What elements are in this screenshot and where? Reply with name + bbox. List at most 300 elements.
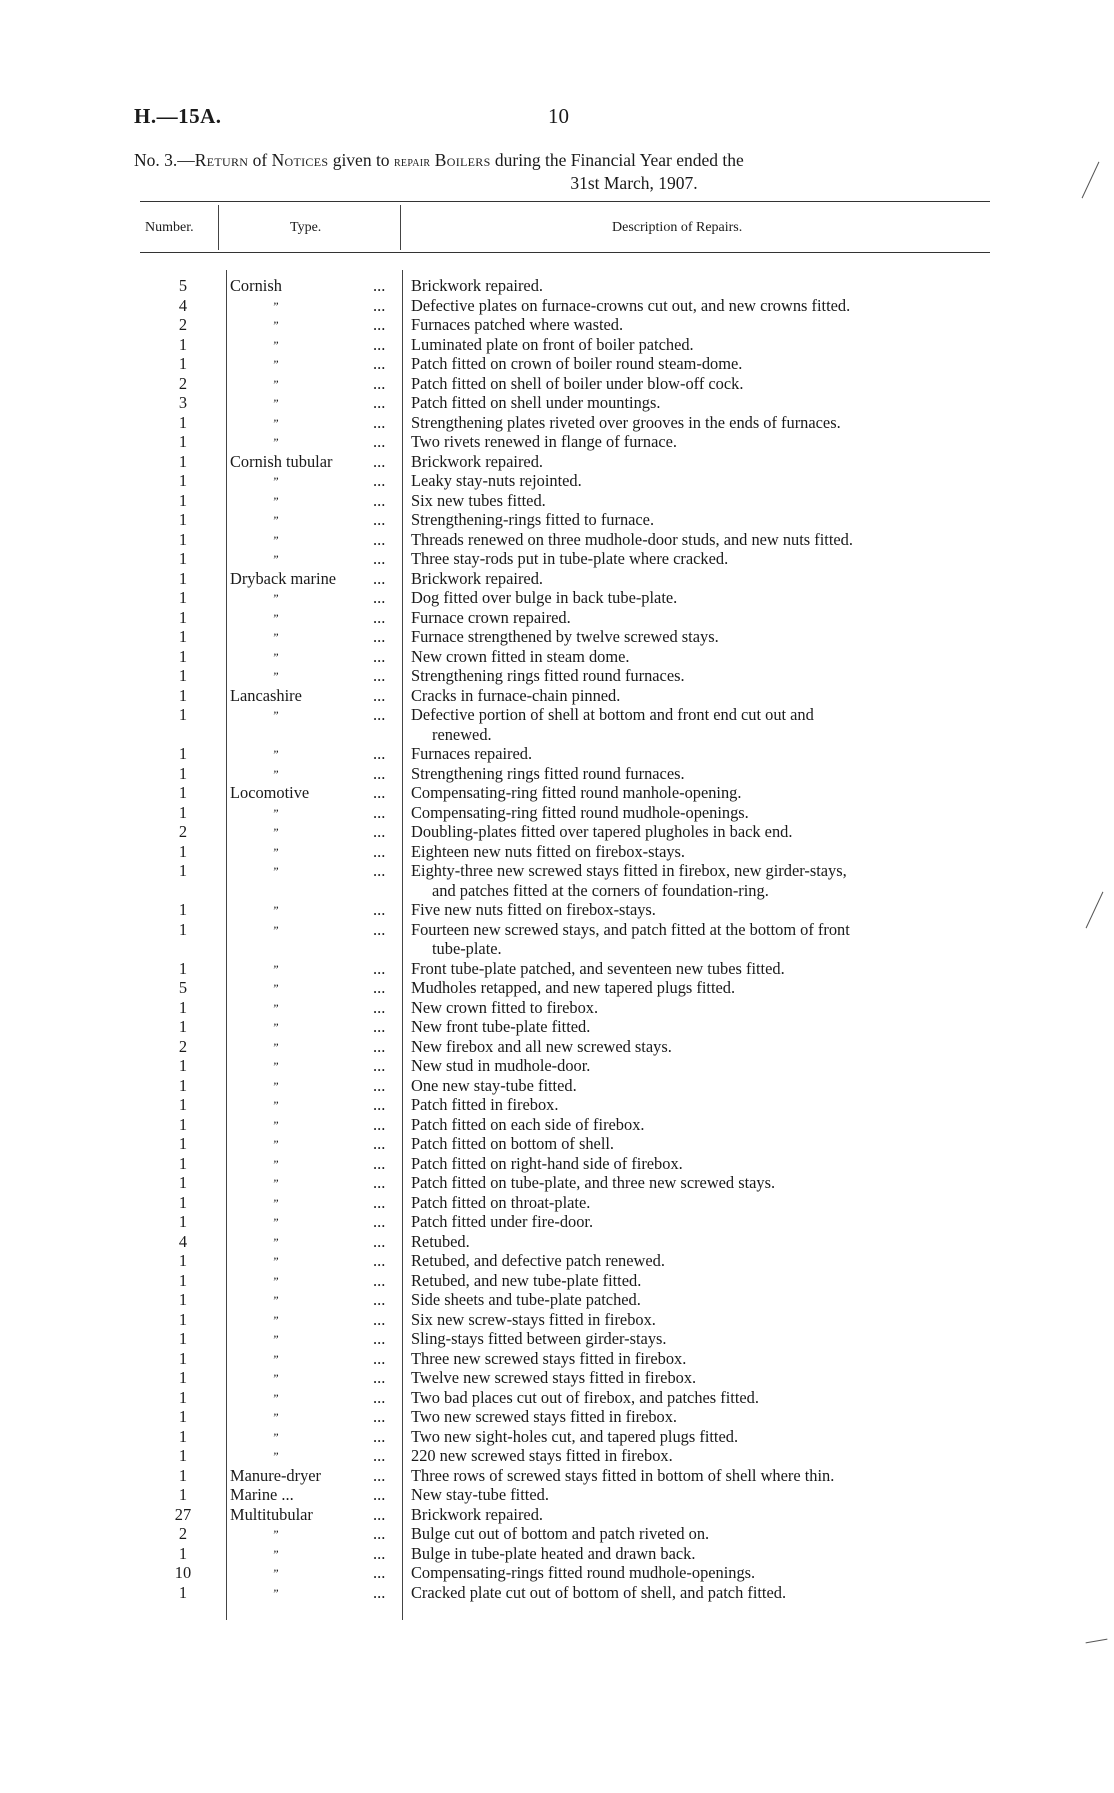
row-type-ditto: ” [272, 1117, 279, 1132]
row-leader-dots: ... [373, 1075, 386, 1095]
table-top-rule [140, 201, 990, 202]
row-number: 1 [178, 1446, 188, 1465]
table-row-continuation [0, 725, 1114, 745]
table-row [0, 1271, 1114, 1291]
row-number: 1 [178, 900, 188, 919]
table-row [0, 1407, 1114, 1427]
row-leader-dots: ... [373, 1446, 386, 1465]
row-leader-dots: ... [373, 685, 386, 705]
row-leader-dots: ... [373, 1056, 386, 1075]
table-row [0, 1056, 1114, 1076]
table-row [0, 803, 1114, 823]
row-type: Marine ... [230, 1485, 294, 1504]
row-type-ditto: ” [272, 1078, 279, 1093]
table-row [0, 1368, 1114, 1388]
table-row [0, 822, 1114, 842]
row-leader-dots: ... [373, 1114, 386, 1134]
row-type-ditto: ” [272, 357, 279, 371]
row-type: Manure-dryer [230, 1465, 322, 1485]
row-leader-dots: ... [373, 1407, 386, 1426]
row-description: Retubed, and new tube-plate fitted. [411, 1270, 642, 1290]
row-type: Lancashire [230, 685, 302, 705]
row-leader-dots: ... [373, 978, 386, 997]
row-type-ditto: ” [272, 1020, 279, 1034]
row-number: 1 [178, 685, 188, 705]
row-description: Strengthening plates riveted over grooves in the ends of furnaces. [411, 412, 841, 432]
header-column-divider-1 [218, 205, 219, 250]
row-leader-dots: ... [373, 1504, 386, 1524]
row-description: Patch fitted on crown of boiler round steam-dome. [411, 354, 743, 373]
row-leader-dots: ... [373, 841, 386, 861]
table-row [0, 920, 1114, 940]
table-row [0, 296, 1114, 316]
row-type-ditto: ” [272, 766, 279, 781]
row-number: 1 [178, 997, 188, 1017]
title-prefix: No. 3.— [134, 150, 195, 170]
table-row [0, 842, 1114, 862]
table-row [0, 1544, 1114, 1564]
row-description: Defective portion of shell at bottom and front end cut out and [411, 705, 814, 724]
table-row [0, 1037, 1114, 1057]
table-row [0, 413, 1114, 433]
row-leader-dots: ... [373, 627, 386, 646]
row-leader-dots: ... [373, 1348, 386, 1368]
row-leader-dots: ... [373, 1270, 386, 1290]
row-description: Two rivets renewed in flange of furnace. [411, 432, 677, 451]
table-row [0, 1310, 1114, 1330]
row-description: Fourteen new screwed stays, and patch fitted at the bottom of front [411, 919, 850, 939]
row-number: 1 [178, 1095, 188, 1114]
row-type-ditto: ” [272, 1039, 279, 1054]
table-row [0, 1505, 1114, 1525]
table-row [0, 1563, 1114, 1583]
row-description: Retubed, and defective patch renewed. [411, 1251, 665, 1270]
row-leader-dots: ... [373, 997, 386, 1017]
row-number: 1 [178, 1368, 188, 1387]
row-leader-dots: ... [373, 412, 386, 432]
row-leader-dots: ... [373, 705, 386, 724]
row-type-ditto: ” [272, 1176, 279, 1190]
row-number: 1 [178, 1426, 188, 1446]
header-column-divider-2 [400, 205, 401, 250]
row-description: Dog fitted over bulge in back tube-plate. [411, 588, 678, 607]
row-type-ditto: ” [272, 1254, 279, 1268]
row-number: 1 [178, 1329, 188, 1348]
row-number: 1 [178, 510, 188, 529]
row-description: Patch fitted on bottom of shell. [411, 1134, 615, 1153]
table-row [0, 1583, 1114, 1603]
row-number: 1 [178, 1543, 188, 1563]
row-number: 1 [178, 1153, 188, 1173]
row-leader-dots: ... [373, 295, 386, 315]
margin-mark [1082, 162, 1100, 199]
row-type-ditto: ” [272, 1371, 279, 1385]
row-type-ditto: ” [272, 591, 279, 605]
table-row [0, 1134, 1114, 1154]
row-description: Patch fitted on right-hand side of firebox. [411, 1153, 683, 1173]
table-row [0, 1427, 1114, 1447]
row-type-ditto: ” [272, 825, 279, 839]
row-number: 1 [178, 1270, 188, 1290]
row-number: 1 [178, 763, 188, 783]
row-description: New stay-tube fitted. [411, 1485, 549, 1504]
table-row [0, 744, 1114, 764]
table-row [0, 1524, 1114, 1544]
row-leader-dots: ... [373, 568, 386, 588]
row-leader-dots: ... [373, 451, 386, 471]
row-type-ditto: ” [272, 1000, 279, 1015]
row-number: 2 [178, 315, 188, 334]
row-description: Mudholes retapped, and new tapered plugs fitted. [411, 978, 736, 997]
row-number: 1 [178, 802, 188, 822]
row-leader-dots: ... [373, 822, 386, 841]
table-row-continuation [0, 881, 1114, 901]
row-description: Patch fitted on each side of firebox. [411, 1114, 645, 1134]
row-type-ditto: ” [272, 747, 279, 761]
row-description: Three rows of screwed stays fitted in bottom of shell where thin. [411, 1465, 835, 1485]
row-leader-dots: ... [373, 549, 386, 568]
row-description: Eighteen new nuts fitted on firebox-stays. [411, 841, 686, 861]
row-leader-dots: ... [373, 1309, 386, 1329]
row-number: 1 [178, 1485, 188, 1504]
row-type-ditto: ” [272, 1429, 279, 1444]
row-description: Five new nuts fitted on firebox-stays. [411, 900, 656, 919]
row-leader-dots: ... [373, 1524, 386, 1543]
row-description: Eighty-three new screwed stays fitted in firebox, new girder-stays, [411, 861, 847, 880]
title-boilers-word: Boilers [434, 150, 491, 170]
title-of-word: of [252, 150, 268, 170]
row-leader-dots: ... [373, 1095, 386, 1114]
table-row [0, 354, 1114, 374]
row-description: Two bad places cut out of firebox, and patches fitted. [411, 1387, 759, 1407]
row-number: 1 [178, 451, 188, 471]
row-description: Compensating-ring fitted round manhole-opening. [411, 783, 742, 802]
row-type: Dryback marine [230, 568, 337, 588]
table-row [0, 608, 1114, 628]
row-type-ditto: ” [272, 513, 279, 527]
row-leader-dots: ... [373, 1387, 386, 1407]
row-leader-dots: ... [373, 1543, 386, 1563]
row-number: 1 [178, 705, 188, 724]
table-row [0, 1485, 1114, 1505]
table-row [0, 998, 1114, 1018]
row-type-ditto: ” [272, 844, 279, 859]
table-row [0, 627, 1114, 647]
row-number: 2 [178, 822, 188, 841]
row-description: Two new screwed stays fitted in firebox. [411, 1407, 678, 1426]
row-description: Strengthening-rings fitted to furnace. [411, 510, 655, 529]
row-type-ditto: ” [272, 376, 279, 391]
row-description: Six new tubes fitted. [411, 490, 546, 510]
row-type-ditto: ” [272, 298, 279, 313]
row-type-ditto: ” [272, 669, 279, 683]
row-leader-dots: ... [373, 1192, 386, 1212]
row-number: 1 [178, 568, 188, 588]
row-leader-dots: ... [373, 1368, 386, 1387]
table-row [0, 530, 1114, 550]
table-row [0, 569, 1114, 589]
title-date-line: 31st March, 1907. [570, 173, 698, 193]
row-description: Threads renewed on three mudhole-door studs, and new nuts fitted. [411, 529, 853, 549]
row-number: 1 [178, 549, 188, 568]
row-number: 1 [178, 1017, 188, 1036]
row-type-ditto: ” [272, 1137, 279, 1151]
row-number: 5 [178, 978, 188, 997]
row-type-ditto: ” [272, 903, 279, 917]
row-description: Patch fitted on shell of boiler under blow-off cock. [411, 373, 744, 393]
row-number: 1 [178, 1212, 188, 1231]
row-type: Cornish [230, 276, 282, 295]
row-leader-dots: ... [373, 1173, 386, 1192]
row-type-ditto: ” [272, 1585, 279, 1600]
row-leader-dots: ... [373, 1036, 386, 1056]
row-type-ditto: ” [272, 649, 279, 664]
row-description: Leaky stay-nuts rejointed. [411, 471, 582, 490]
row-description: Strengthening rings fitted round furnaces. [411, 763, 685, 783]
row-number: 1 [178, 1407, 188, 1426]
row-leader-dots: ... [373, 1582, 386, 1602]
row-number: 1 [178, 1290, 188, 1309]
row-description: Furnaces repaired. [411, 744, 533, 763]
row-description: Doubling-plates fitted over tapered plugholes in back end. [411, 822, 793, 841]
page-reference: H.—15A. [134, 104, 222, 128]
row-type-ditto: ” [272, 415, 279, 430]
row-description: Twelve new screwed stays fitted in firebox. [411, 1368, 697, 1387]
row-description: Side sheets and tube-plate patched. [411, 1290, 641, 1309]
row-number: 1 [178, 1134, 188, 1153]
row-leader-dots: ... [373, 1017, 386, 1036]
row-type-ditto: ” [272, 805, 279, 820]
row-leader-dots: ... [373, 315, 386, 334]
row-description: Cracks in furnace-chain pinned. [411, 685, 621, 705]
table-row [0, 1232, 1114, 1252]
row-type: Locomotive [230, 783, 310, 802]
row-leader-dots: ... [373, 1251, 386, 1270]
row-leader-dots: ... [373, 1134, 386, 1153]
row-description: New stud in mudhole-door. [411, 1056, 591, 1075]
row-description-continuation: renewed. [432, 724, 492, 744]
row-number: 1 [178, 432, 188, 451]
row-description: New front tube-plate fitted. [411, 1017, 591, 1036]
table-header-rule [140, 252, 990, 253]
table-row [0, 1115, 1114, 1135]
row-description: 220 new screwed stays fitted in firebox. [411, 1446, 673, 1465]
row-type-ditto: ” [272, 981, 279, 995]
row-description: Three stay-rods put in tube-plate where cracked. [411, 549, 729, 568]
row-type-ditto: ” [272, 1098, 279, 1112]
row-type-ditto: ” [272, 1156, 279, 1171]
row-type: Multitubular [230, 1504, 313, 1524]
row-type-ditto: ” [272, 961, 279, 976]
table-row [0, 510, 1114, 530]
table-row [0, 978, 1114, 998]
row-leader-dots: ... [373, 1290, 386, 1309]
row-leader-dots: ... [373, 1485, 386, 1504]
table-row [0, 374, 1114, 394]
table-row [0, 1349, 1114, 1369]
row-leader-dots: ... [373, 276, 386, 295]
page-number: 10 [548, 104, 569, 128]
row-type-ditto: ” [272, 493, 279, 508]
row-description: New crown fitted to firebox. [411, 997, 599, 1017]
row-description: New crown fitted in steam dome. [411, 646, 630, 666]
row-type-ditto: ” [272, 552, 279, 566]
row-leader-dots: ... [373, 373, 386, 393]
row-description: Patch fitted in firebox. [411, 1095, 559, 1114]
row-number: 1 [178, 588, 188, 607]
table-row [0, 1193, 1114, 1213]
title-during-text: during the Financial Year ended the [494, 150, 744, 170]
row-number: 2 [178, 1036, 188, 1056]
title-return-word: Return [194, 150, 249, 170]
row-description: Brickwork repaired. [411, 568, 543, 588]
row-description: Patch fitted on throat-plate. [411, 1192, 591, 1212]
row-description: Sling-stays fitted between girder-stays. [411, 1329, 667, 1348]
table-row [0, 335, 1114, 355]
row-leader-dots: ... [373, 1329, 386, 1348]
row-leader-dots: ... [373, 607, 386, 627]
row-description: Luminated plate on front of boiler patched. [411, 334, 694, 354]
table-row [0, 1173, 1114, 1193]
row-leader-dots: ... [373, 958, 386, 978]
row-number: 1 [178, 1251, 188, 1270]
title-repair-word: repair [393, 155, 431, 170]
row-number: 1 [178, 412, 188, 432]
row-type-ditto: ” [272, 337, 279, 352]
row-number: 1 [178, 334, 188, 354]
table-row [0, 861, 1114, 881]
row-number: 1 [178, 1192, 188, 1212]
row-leader-dots: ... [373, 510, 386, 529]
table-row [0, 1446, 1114, 1466]
row-description: Furnaces patched where wasted. [411, 315, 624, 334]
row-description: Brickwork repaired. [411, 451, 543, 471]
row-leader-dots: ... [373, 1465, 386, 1485]
row-type-ditto: ” [272, 435, 279, 449]
row-leader-dots: ... [373, 1212, 386, 1231]
table-row-continuation [0, 939, 1114, 959]
table-row [0, 1095, 1114, 1115]
column-header-number: Number. [145, 220, 194, 235]
row-number: 1 [178, 744, 188, 763]
row-number: 4 [178, 1231, 188, 1251]
row-number: 1 [178, 1582, 188, 1602]
table-row [0, 315, 1114, 335]
row-description: Two new sight-holes cut, and tapered plugs fitted. [411, 1426, 739, 1446]
row-number: 1 [178, 1173, 188, 1192]
table-row [0, 1466, 1114, 1486]
table-row [0, 1329, 1114, 1349]
row-type-ditto: ” [272, 1293, 279, 1307]
table-row [0, 471, 1114, 491]
row-leader-dots: ... [373, 1426, 386, 1446]
row-type-ditto: ” [272, 1273, 279, 1288]
row-number: 1 [178, 1114, 188, 1134]
row-leader-dots: ... [373, 529, 386, 549]
row-number: 1 [178, 1309, 188, 1329]
row-description: Cracked plate cut out of bottom of shell, and patch fitted. [411, 1582, 787, 1602]
row-number: 1 [178, 471, 188, 490]
row-description: Compensating-rings fitted round mudhole-openings. [411, 1563, 756, 1582]
table-row [0, 1212, 1114, 1232]
row-description: New firebox and all new screwed stays. [411, 1036, 672, 1056]
row-number: 1 [178, 861, 188, 880]
table-row [0, 549, 1114, 569]
row-number: 1 [178, 529, 188, 549]
table-row [0, 432, 1114, 452]
row-number: 1 [178, 1056, 188, 1075]
row-description: Defective plates on furnace-crowns cut out, and new crowns fitted. [411, 295, 851, 315]
table-row [0, 588, 1114, 608]
row-description: One new stay-tube fitted. [411, 1075, 577, 1095]
title-given-to: given to [332, 150, 390, 170]
row-type-ditto: ” [272, 708, 279, 722]
row-type-ditto: ” [272, 1390, 279, 1405]
row-number: 10 [174, 1563, 192, 1582]
row-description: Bulge in tube-plate heated and drawn back. [411, 1543, 696, 1563]
table-row [0, 783, 1114, 803]
row-type-ditto: ” [272, 1449, 279, 1463]
row-description-continuation: tube-plate. [432, 939, 502, 958]
row-number: 4 [178, 295, 188, 315]
row-type-ditto: ” [272, 1566, 279, 1580]
row-type-ditto: ” [272, 1312, 279, 1327]
row-leader-dots: ... [373, 900, 386, 919]
table-row [0, 900, 1114, 920]
row-number: 1 [178, 490, 188, 510]
row-type-ditto: ” [272, 1059, 279, 1073]
row-leader-dots: ... [373, 783, 386, 802]
row-type-ditto: ” [272, 532, 279, 547]
row-number: 1 [178, 607, 188, 627]
row-leader-dots: ... [373, 666, 386, 685]
row-leader-dots: ... [373, 1153, 386, 1173]
row-type-ditto: ” [272, 922, 279, 937]
row-leader-dots: ... [373, 763, 386, 783]
row-leader-dots: ... [373, 744, 386, 763]
row-number: 5 [178, 276, 188, 295]
row-number: 2 [178, 373, 188, 393]
row-type-ditto: ” [272, 1215, 279, 1229]
row-description: Three new screwed stays fitted in firebox. [411, 1348, 687, 1368]
row-description: Retubed. [411, 1231, 470, 1251]
row-description-continuation: and patches fitted at the corners of foundation-ring. [432, 880, 769, 900]
row-leader-dots: ... [373, 432, 386, 451]
row-leader-dots: ... [373, 1231, 386, 1251]
row-number: 2 [178, 1524, 188, 1543]
table-row [0, 1076, 1114, 1096]
table-row [0, 686, 1114, 706]
table-row [0, 452, 1114, 472]
row-number: 3 [178, 393, 188, 412]
row-leader-dots: ... [373, 471, 386, 490]
row-description: Brickwork repaired. [411, 1504, 543, 1524]
row-description: Patch fitted on shell under mountings. [411, 393, 661, 412]
row-description: Six new screw-stays fitted in firebox. [411, 1309, 656, 1329]
table-row [0, 491, 1114, 511]
row-type-ditto: ” [272, 474, 279, 488]
row-number: 1 [178, 1348, 188, 1368]
row-type-ditto: ” [272, 396, 279, 410]
row-number: 1 [178, 666, 188, 685]
table-row [0, 666, 1114, 686]
table-row [0, 959, 1114, 979]
row-number: 1 [178, 354, 188, 373]
row-leader-dots: ... [373, 334, 386, 354]
row-description: Front tube-plate patched, and seventeen new tubes fitted. [411, 958, 785, 978]
row-description: Furnace crown repaired. [411, 607, 571, 627]
margin-mark [1086, 1639, 1108, 1644]
